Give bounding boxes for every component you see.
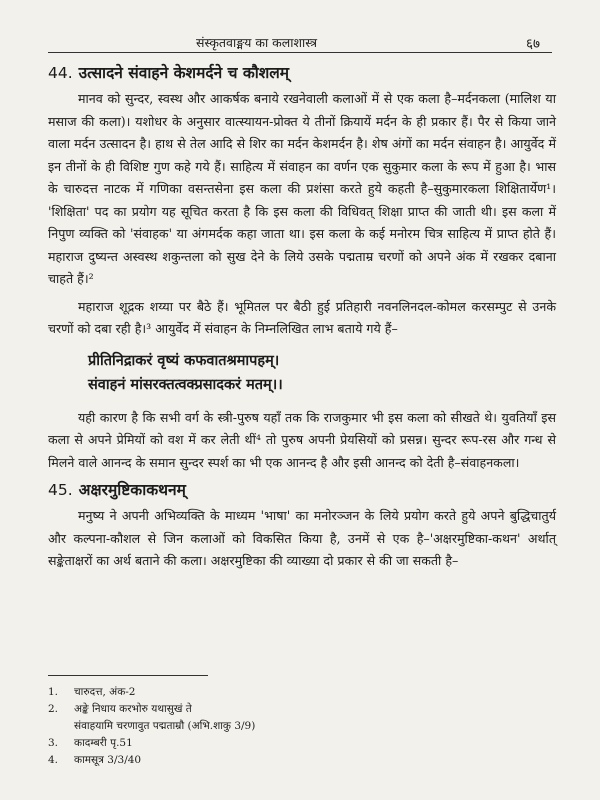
section-45-heading bbox=[48, 479, 556, 501]
footnote-number: 1. bbox=[48, 686, 59, 698]
page-header bbox=[0, 34, 600, 56]
header-rule bbox=[48, 52, 552, 53]
footnote-number: 2. bbox=[48, 703, 59, 715]
footnote-text: चारुदत्त, अंक-2 bbox=[74, 686, 136, 698]
verse-line-1: प्रीतिनिद्राकरं वृष्यं कफवातश्रमापहम्। bbox=[88, 351, 280, 369]
section-44-paragraph-3: यही कारण है कि सभी वर्ग के स्त्री-पुरुष यहाँ तक कि राजकुमार भी इस कला को सीखते थे। युवतियाँ इस कला से अपने प्रेमियों को वश में कर लेती थीं⁴ तो पुरुष अपनी प्रेयसियों को प्रसन्न। सुन्दर रूप-रस और गन्ध से मिलने वाले आनन्द के समान सुन्दर स्पर्श का भी एक आनन्द है और इसी आनन्द को देती है–संवाहनकला। bbox=[48, 409, 556, 470]
footnote-number: 3. bbox=[48, 737, 59, 749]
footnote-text: कामसूत्र 3/3/40 bbox=[74, 754, 142, 766]
section-45-title: अक्षरमुष्टिकाकथनम् bbox=[78, 480, 186, 499]
section-44-number: 44. bbox=[48, 64, 73, 82]
footnote bbox=[48, 701, 508, 718]
footnote bbox=[48, 735, 508, 752]
footnote-text: अङ्के निधाय करभोरु यथासुखं ते bbox=[74, 703, 192, 715]
footnote-number: 4. bbox=[48, 754, 59, 766]
section-45-number: 45. bbox=[48, 481, 73, 499]
section-44-paragraph-1: मानव को सुन्दर, स्वस्थ और आकर्षक बनाये रखनेवाली कलाओं में से एक कला है–मर्दनकला (मालिश या मसाज की कला)। यशोधर के अनुसार वात्स्यायन-प्रोक्त ये तीनों क्रियायें मर्दन के ही प्रकार हैं। पैर से किया जाने वाला मर्दन उत्सादन है। हाथ से तेल आदि से शिर का मर्दन केशमर्दन है। शेष अंगों का मर्दन संवाहन है। आयुर्वेद में इन तीनों के ही विशिष्ट गुण कहे गये हैं। साहित्य में संवाहन का वर्णन एक सुकुमार कला के रूप में हुआ है। भास के चारुदत्त नाटक में गणिका वसन्तसेना इस कला की प्रशंसा करते हुये कहती है–सुकुमारकला शिक्षितार्येण¹। 'शिक्षिता' पद का प्रयोग यह सूचित करता है कि इस कला की विधिवत् शिक्षा प्राप्त की जाती थी। इस कला में निपुण व्यक्ति को 'संवाहक' या अंगमर्दक कहा जाता था। इस कला के कई मनोरम चित्र साहित्य में प्राप्त होते हैं। महाराज दुष्यन्त अस्वस्थ शकुन्तला को सुख देने के लिये उसके पद्मताम्र चरणों को अपने अंक में रखकर दबाना चाहते हैं।² bbox=[48, 91, 556, 286]
section-44-title: उत्सादने संवाहने केशमर्दने च कौशलम् bbox=[78, 63, 290, 82]
section-45-paragraph-1: मनुष्य ने अपनी अभिव्यक्ति के माध्यम 'भाषा' का मनोरञ्जन के लिये प्रयोग करते हुये अपने बुद्धिचातुर्य और कल्पना-कौशल से जिन कलाओं को विकसित किया है, उनमें से एक है–'अक्षरमुष्टिका-कथन' अर्थात् सङ्केताक्षरों का अर्थ बताने की कला। अक्षरमुष्टिका की व्याख्या दो प्रकार से की जा सकती है– bbox=[48, 508, 556, 568]
footnotes bbox=[48, 684, 508, 769]
section-44-paragraph-2: महाराज शूद्रक शय्या पर बैठे हैं। भूमितल पर बैठी हुई प्रतिहारी नवनलिनदल-कोमल करसम्पुट से उनके चरणों को दबा रही है।³ आयुर्वेद में संवाहन के निम्नलिखित लाभ बताये गये हैं– bbox=[48, 298, 556, 336]
footnote-continuation: संवाहयामि चरणावुत पद्मताम्रौ (अभि.शाकु 3/9) bbox=[74, 720, 256, 732]
footnote-rule bbox=[48, 675, 208, 676]
footnote-text: कादम्बरी पृ.51 bbox=[74, 737, 133, 749]
section-44-heading bbox=[48, 62, 556, 84]
footnote bbox=[48, 684, 508, 701]
verse-line-2: संवाहनं मांसरक्तत्वक्प्रसादकरं मतम्।। bbox=[88, 375, 283, 393]
page-number: ६७ bbox=[525, 36, 540, 52]
running-head: संस्कृतवाङ्मय का कलाशास्त्र bbox=[196, 35, 317, 50]
sanskrit-verse bbox=[88, 349, 556, 397]
footnote bbox=[48, 752, 508, 769]
page-body bbox=[48, 62, 556, 578]
